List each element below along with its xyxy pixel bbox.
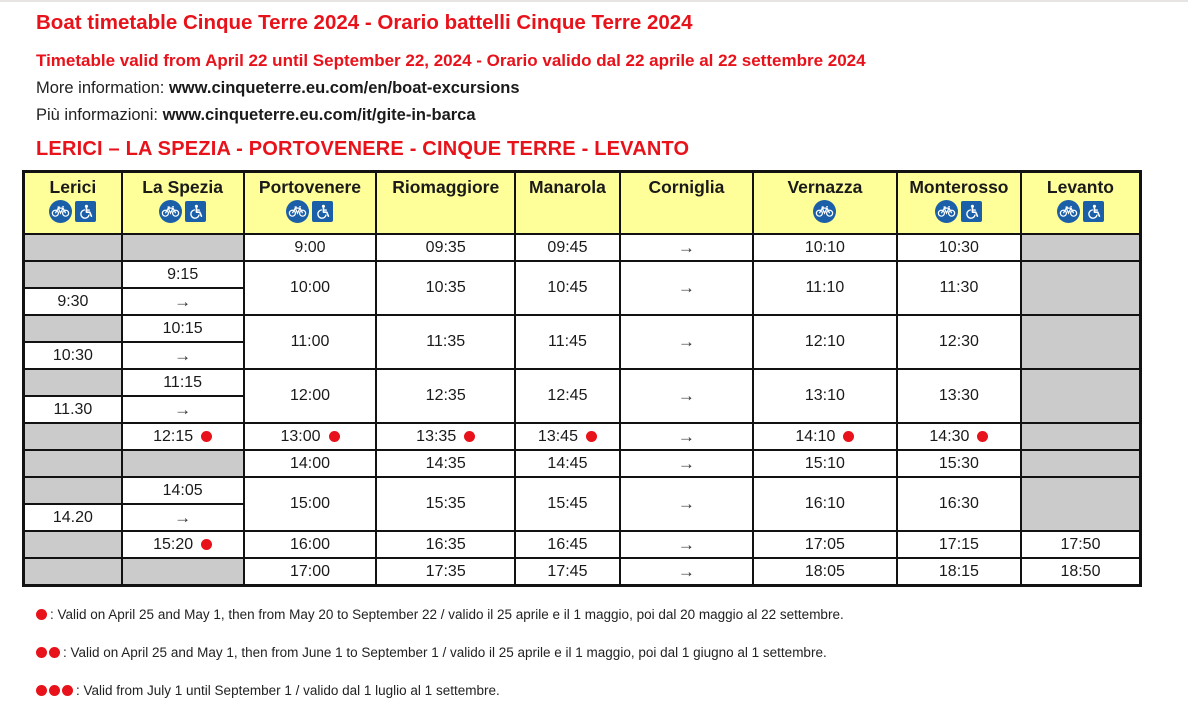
legend-note-2 bbox=[36, 645, 1188, 660]
column-label: Monterosso bbox=[909, 177, 1009, 197]
departure-time: 15:30 bbox=[938, 454, 979, 472]
departure-time-cell bbox=[24, 504, 122, 531]
bike-icon bbox=[159, 200, 182, 223]
departure-time-cell bbox=[515, 450, 620, 477]
transit-arrow: → bbox=[677, 237, 695, 257]
page-title: Boat timetable Cinque Terre 2024 - Orario battelli Cinque Terre 2024 bbox=[36, 11, 693, 34]
departure-time-cell bbox=[897, 531, 1021, 558]
bike-icon bbox=[935, 200, 958, 223]
departure-time-cell bbox=[753, 450, 897, 477]
departure-time-cell bbox=[515, 369, 620, 423]
departure-time-cell bbox=[122, 531, 244, 558]
departure-time: 14:05 bbox=[162, 481, 203, 499]
departure-time-cell bbox=[244, 531, 377, 558]
column-label: La Spezia bbox=[142, 177, 224, 197]
departure-time: 16:45 bbox=[547, 535, 588, 553]
bike-icon bbox=[813, 200, 836, 223]
validity-dot-icon bbox=[36, 647, 47, 658]
departure-time-cell bbox=[515, 234, 620, 261]
column-header-vernazza bbox=[753, 172, 897, 235]
transit-arrow-cell bbox=[620, 558, 753, 586]
departure-time: 11:00 bbox=[290, 333, 330, 350]
no-service-cell bbox=[1021, 477, 1141, 531]
departure-time: 13:00 bbox=[280, 427, 321, 445]
departure-time-cell bbox=[122, 315, 244, 342]
column-label: Portovenere bbox=[258, 177, 362, 197]
departure-time-cell bbox=[376, 234, 515, 261]
no-service-cell bbox=[24, 531, 122, 558]
departure-time-cell bbox=[897, 234, 1021, 261]
departure-time-cell bbox=[122, 477, 244, 504]
transit-arrow-cell bbox=[122, 396, 244, 423]
departure-time-cell bbox=[897, 450, 1021, 477]
departure-time-cell bbox=[244, 450, 377, 477]
transit-arrow-cell bbox=[122, 288, 244, 315]
departure-time: 15:45 bbox=[547, 495, 588, 512]
departure-time: 17:50 bbox=[1060, 535, 1101, 553]
transit-arrow: → bbox=[174, 507, 192, 527]
column-header-manarola bbox=[515, 172, 620, 235]
departure-time: 17:15 bbox=[938, 535, 979, 553]
wheelchair-icon bbox=[961, 201, 982, 222]
info-line-en bbox=[36, 79, 1188, 98]
legend-note-3 bbox=[36, 683, 1188, 698]
departure-time-cell bbox=[244, 369, 377, 423]
departure-time-cell bbox=[753, 477, 897, 531]
validity-dot-icon bbox=[464, 431, 475, 442]
departure-time: 17:05 bbox=[804, 535, 845, 553]
timetable-row bbox=[24, 261, 1141, 288]
info-url-it: www.cinqueterre.eu.com/it/gite-in-barca bbox=[162, 106, 476, 124]
departure-time: 10:30 bbox=[938, 238, 979, 256]
column-label: Riomaggiore bbox=[392, 177, 500, 197]
column-label: Manarola bbox=[529, 177, 606, 197]
wheelchair-icon bbox=[1083, 201, 1104, 222]
departure-time: 16:10 bbox=[804, 495, 845, 512]
departure-time-cell bbox=[244, 234, 377, 261]
departure-time: 10:10 bbox=[804, 238, 845, 256]
transit-arrow-cell bbox=[620, 423, 753, 450]
legend-note-text: : Valid from July 1 until September 1 / valido dal 1 luglio al 1 settembre. bbox=[76, 683, 500, 698]
departure-time: 12:30 bbox=[938, 333, 979, 350]
transit-arrow-cell bbox=[620, 315, 753, 369]
no-service-cell bbox=[122, 450, 244, 477]
wheelchair-icon bbox=[185, 201, 206, 222]
transit-arrow-cell bbox=[620, 369, 753, 423]
no-service-cell bbox=[1021, 369, 1141, 423]
departure-time: 13:10 bbox=[804, 387, 845, 404]
departure-time-cell bbox=[24, 396, 122, 423]
departure-time: 9:00 bbox=[294, 238, 326, 256]
departure-time: 17:00 bbox=[289, 562, 331, 580]
departure-time-cell bbox=[897, 261, 1021, 315]
column-icons bbox=[898, 199, 1020, 223]
transit-arrow: → bbox=[174, 345, 192, 365]
transit-arrow-cell bbox=[122, 342, 244, 369]
column-icons bbox=[754, 199, 896, 223]
departure-time-cell bbox=[244, 315, 377, 369]
departure-time: 16:30 bbox=[938, 495, 979, 512]
transit-arrow-cell bbox=[620, 261, 753, 315]
info-url-en: www.cinqueterre.eu.com/en/boat-excursions bbox=[168, 79, 520, 97]
departure-time-cell bbox=[897, 315, 1021, 369]
info-label-en: More information: bbox=[36, 79, 169, 97]
validity-dot-icon bbox=[49, 647, 60, 658]
legend-notes bbox=[36, 607, 1188, 698]
column-icons bbox=[123, 199, 243, 223]
wheelchair-icon bbox=[312, 201, 333, 222]
column-header-corniglia bbox=[620, 172, 753, 235]
departure-time-cell bbox=[897, 423, 1021, 450]
departure-time-cell bbox=[753, 369, 897, 423]
departure-time: 09:35 bbox=[425, 238, 466, 256]
departure-time: 12:10 bbox=[804, 333, 845, 350]
transit-arrow-cell bbox=[122, 504, 244, 531]
departure-time: 18:05 bbox=[804, 562, 845, 580]
no-service-cell bbox=[1021, 423, 1141, 450]
transit-arrow: → bbox=[677, 534, 695, 554]
transit-arrow: → bbox=[677, 561, 695, 581]
departure-time: 12:35 bbox=[425, 387, 466, 404]
column-label: Lerici bbox=[49, 177, 97, 197]
departure-time-cell bbox=[753, 531, 897, 558]
departure-time-cell bbox=[244, 477, 377, 531]
departure-time-cell bbox=[376, 369, 515, 423]
departure-time: 12:15 bbox=[153, 427, 194, 445]
transit-arrow: → bbox=[677, 494, 695, 513]
departure-time-cell bbox=[244, 558, 377, 586]
transit-arrow-cell bbox=[620, 531, 753, 558]
bike-icon bbox=[286, 200, 309, 223]
transit-arrow-cell bbox=[620, 477, 753, 531]
departure-time: 11:10 bbox=[805, 279, 845, 296]
departure-time-cell bbox=[24, 342, 122, 369]
bike-icon bbox=[49, 200, 72, 223]
no-service-cell bbox=[24, 315, 122, 342]
departure-time-cell bbox=[376, 558, 515, 586]
timetable-page bbox=[0, 2, 1188, 698]
transit-arrow: → bbox=[677, 278, 695, 297]
validity-dot-icon bbox=[36, 685, 47, 696]
column-label: Vernazza bbox=[787, 177, 863, 197]
column-header-lerici bbox=[24, 172, 122, 235]
column-header-portovenere bbox=[244, 172, 377, 235]
column-label: Levanto bbox=[1046, 177, 1115, 197]
departure-time: 15:20 bbox=[153, 535, 194, 553]
departure-time-cell bbox=[1021, 558, 1141, 586]
timetable-row bbox=[24, 450, 1141, 477]
validity-dot-icon bbox=[36, 609, 47, 620]
departure-time: 17:45 bbox=[547, 562, 588, 580]
departure-time-cell bbox=[376, 261, 515, 315]
timetable-row bbox=[24, 531, 1141, 558]
departure-time: 10:35 bbox=[425, 279, 466, 296]
departure-time-cell bbox=[753, 234, 897, 261]
departure-time: 14:00 bbox=[289, 454, 331, 472]
timetable bbox=[22, 170, 1142, 587]
departure-time: 10:00 bbox=[289, 279, 331, 296]
column-icons bbox=[25, 199, 121, 223]
departure-time-cell bbox=[753, 315, 897, 369]
transit-arrow: → bbox=[677, 453, 695, 473]
validity-line: Timetable valid from April 22 until September 22, 2024 - Orario valido dal 22 aprile al 22 settembre 2024 bbox=[36, 51, 866, 70]
departure-time-cell bbox=[376, 315, 515, 369]
wheelchair-icon bbox=[75, 201, 96, 222]
validity-dot-icon bbox=[843, 431, 854, 442]
departure-time: 10:15 bbox=[162, 319, 203, 337]
departure-time: 18:50 bbox=[1060, 562, 1101, 580]
info-label-it: Più informazioni: bbox=[36, 106, 163, 124]
column-icons bbox=[245, 199, 376, 223]
departure-time-cell bbox=[897, 558, 1021, 586]
departure-time: 11:30 bbox=[939, 279, 979, 296]
departure-time-cell bbox=[515, 315, 620, 369]
departure-time-cell bbox=[753, 558, 897, 586]
departure-time-cell bbox=[24, 288, 122, 315]
bike-icon bbox=[1057, 200, 1080, 223]
departure-time-cell bbox=[244, 423, 377, 450]
transit-arrow: → bbox=[174, 399, 192, 419]
column-header-la-spezia bbox=[122, 172, 244, 235]
departure-time: 12:45 bbox=[547, 387, 588, 404]
departure-time: 09:45 bbox=[547, 238, 588, 256]
departure-time-cell bbox=[515, 423, 620, 450]
departure-time: 14:30 bbox=[929, 427, 970, 445]
validity-dot-icon bbox=[49, 685, 60, 696]
no-service-cell bbox=[24, 423, 122, 450]
no-service-cell bbox=[1021, 261, 1141, 315]
departure-time: 11:35 bbox=[426, 333, 466, 350]
departure-time: 14:45 bbox=[547, 454, 588, 472]
departure-time: 18:15 bbox=[938, 562, 979, 580]
timetable-row bbox=[24, 423, 1141, 450]
legend-note-text: : Valid on April 25 and May 1, then from May 20 to September 22 / valido il 25 aprile e il 1 maggio, poi dal 20 maggio al 22 settembre. bbox=[50, 607, 844, 622]
no-service-cell bbox=[122, 558, 244, 586]
departure-time-cell bbox=[376, 423, 515, 450]
validity-dot-icon bbox=[201, 539, 212, 550]
departure-time: 15:10 bbox=[804, 454, 845, 472]
no-service-cell bbox=[24, 450, 122, 477]
no-service-cell bbox=[24, 369, 122, 396]
transit-arrow-cell bbox=[620, 450, 753, 477]
column-header-levanto bbox=[1021, 172, 1141, 235]
departure-time: 9:30 bbox=[57, 292, 89, 310]
departure-time: 17:35 bbox=[425, 562, 466, 580]
no-service-cell bbox=[24, 261, 122, 288]
departure-time-cell bbox=[122, 261, 244, 288]
transit-arrow: → bbox=[677, 332, 695, 351]
timetable-row bbox=[24, 477, 1141, 504]
validity-dot-icon bbox=[586, 431, 597, 442]
departure-time: 11:15 bbox=[163, 373, 203, 391]
transit-arrow-cell bbox=[620, 234, 753, 261]
no-service-cell bbox=[24, 477, 122, 504]
departure-time: 14:35 bbox=[425, 454, 466, 472]
timetable-header-row bbox=[24, 172, 1141, 235]
departure-time-cell bbox=[753, 423, 897, 450]
transit-arrow: → bbox=[677, 386, 695, 405]
departure-time-cell bbox=[515, 477, 620, 531]
departure-time: 11:45 bbox=[548, 333, 587, 350]
departure-time-cell bbox=[1021, 531, 1141, 558]
column-header-riomaggiore bbox=[376, 172, 515, 235]
departure-time-cell bbox=[122, 423, 244, 450]
info-line-it bbox=[36, 106, 1188, 125]
departure-time-cell bbox=[897, 477, 1021, 531]
departure-time: 10:45 bbox=[547, 279, 588, 296]
departure-time: 16:35 bbox=[425, 535, 466, 553]
departure-time: 16:00 bbox=[289, 535, 331, 553]
departure-time: 9:15 bbox=[167, 265, 199, 283]
departure-time: 10:30 bbox=[52, 346, 93, 364]
departure-time-cell bbox=[515, 558, 620, 586]
no-service-cell bbox=[1021, 315, 1141, 369]
timetable-row bbox=[24, 234, 1141, 261]
departure-time-cell bbox=[244, 261, 377, 315]
validity-dot-icon bbox=[329, 431, 340, 442]
departure-time-cell bbox=[376, 450, 515, 477]
route-heading: LERICI – LA SPEZIA - PORTOVENERE - CINQUE TERRE - LEVANTO bbox=[36, 138, 690, 160]
column-label: Corniglia bbox=[648, 177, 725, 197]
departure-time: 12:00 bbox=[289, 387, 331, 404]
departure-time-cell bbox=[122, 369, 244, 396]
departure-time: 15:35 bbox=[425, 495, 466, 512]
departure-time-cell bbox=[376, 477, 515, 531]
no-service-cell bbox=[1021, 234, 1141, 261]
no-service-cell bbox=[122, 234, 244, 261]
departure-time: 13:35 bbox=[416, 427, 457, 445]
departure-time: 14.20 bbox=[52, 508, 93, 526]
validity-dot-icon bbox=[977, 431, 988, 442]
legend-note-1 bbox=[36, 607, 1188, 622]
timetable-row bbox=[24, 558, 1141, 586]
departure-time-cell bbox=[753, 261, 897, 315]
legend-note-text: : Valid on April 25 and May 1, then from June 1 to September 1 / valido il 25 aprile e il 1 maggio, poi dal 1 giugno al 1 settembre. bbox=[63, 645, 827, 660]
transit-arrow: → bbox=[174, 291, 192, 311]
timetable-row bbox=[24, 315, 1141, 342]
departure-time-cell bbox=[515, 531, 620, 558]
column-icons bbox=[1022, 199, 1139, 223]
departure-time-cell bbox=[897, 369, 1021, 423]
validity-dot-icon bbox=[201, 431, 212, 442]
transit-arrow: → bbox=[677, 426, 695, 446]
validity-dot-icon bbox=[62, 685, 73, 696]
column-header-monterosso bbox=[897, 172, 1021, 235]
departure-time: 13:30 bbox=[938, 387, 979, 404]
departure-time: 13:45 bbox=[537, 427, 578, 445]
departure-time: 15:00 bbox=[289, 495, 331, 512]
departure-time-cell bbox=[376, 531, 515, 558]
no-service-cell bbox=[1021, 450, 1141, 477]
departure-time: 11.30 bbox=[53, 400, 93, 418]
timetable-row bbox=[24, 369, 1141, 396]
departure-time: 14:10 bbox=[795, 427, 836, 445]
no-service-cell bbox=[24, 558, 122, 586]
no-service-cell bbox=[24, 234, 122, 261]
departure-time-cell bbox=[515, 261, 620, 315]
